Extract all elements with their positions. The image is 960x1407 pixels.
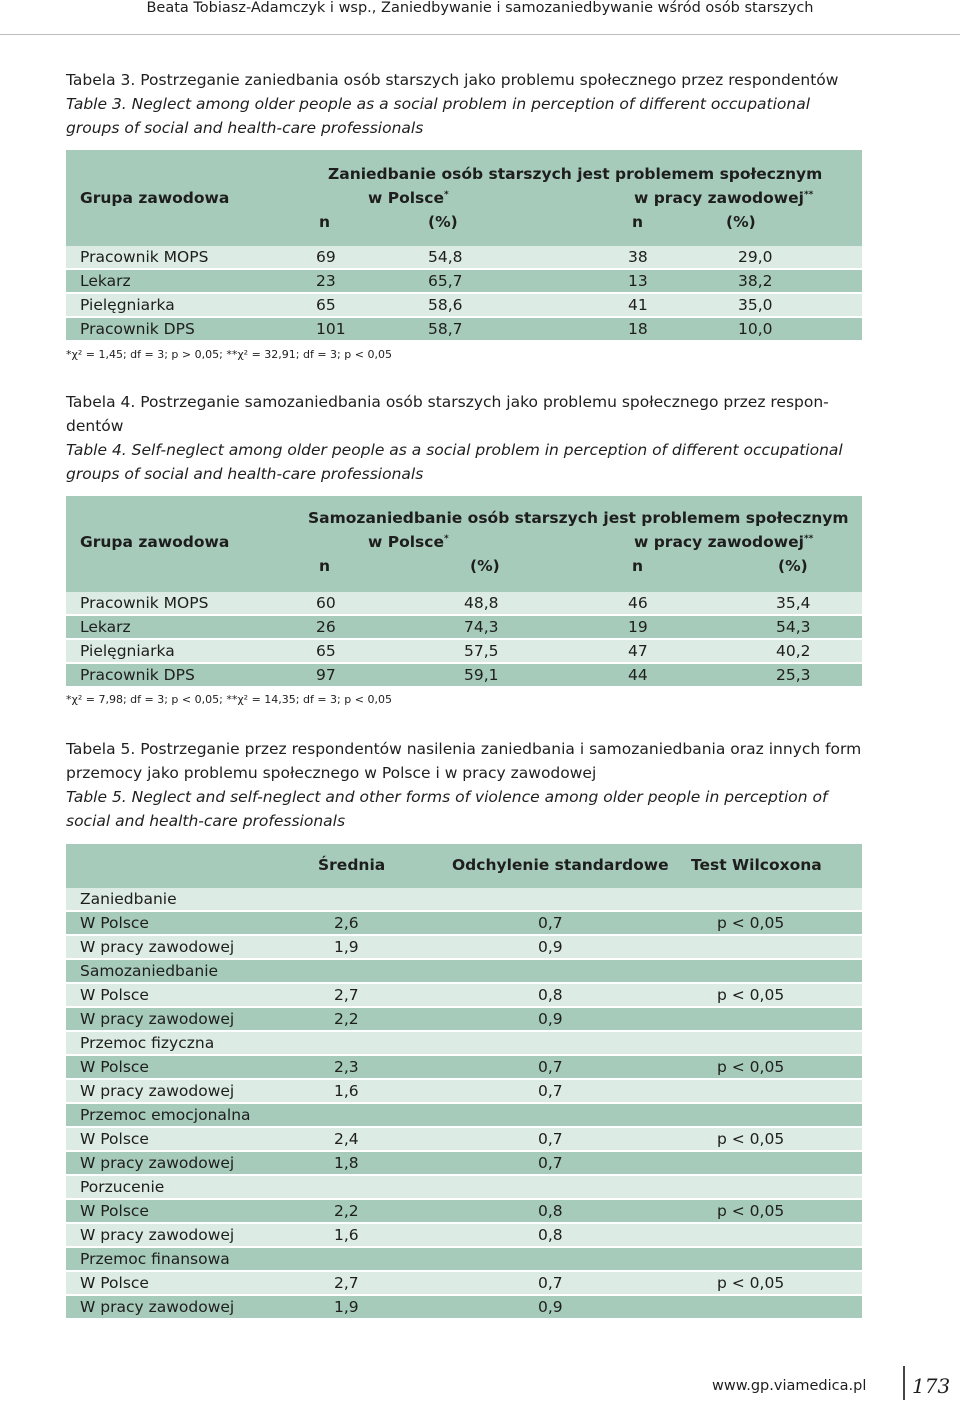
- table5-section-row: [66, 1104, 862, 1126]
- table4-p1: 59,1: [464, 666, 499, 684]
- table5-section-title: Samozaniedbanie: [80, 962, 219, 980]
- table5-mean: 2,6: [334, 914, 359, 932]
- table4-note: *χ² = 7,98; df = 3; p < 0,05; **χ² = 14,35; df = 3; p < 0,05: [66, 693, 392, 706]
- table5-row-label: W Polsce: [80, 1130, 149, 1148]
- table-row: [66, 1128, 862, 1150]
- table-row: [66, 1272, 862, 1294]
- table5-test: p < 0,05: [717, 914, 785, 932]
- table3-caption-pl: Postrzeganie zaniedbania osób starszych jako problemu społecznego przez respondentów: [135, 71, 839, 89]
- table-row: [66, 984, 862, 1006]
- table-row: [66, 1296, 862, 1318]
- table-row: [66, 936, 862, 958]
- table5-head-mean: Średnia: [318, 856, 386, 874]
- table3-p1: 58,7: [428, 320, 463, 338]
- table5-caption-en: Neglect and self-neglect and other forms of violence among older people in perception of social and health-care professionals: [66, 788, 828, 830]
- table3-head-poland-mark: *: [443, 189, 449, 200]
- table5-section-title: Zaniedbanie: [80, 890, 177, 908]
- table3-head-poland: w Polsce*: [368, 189, 449, 207]
- table5-sd: 0,9: [538, 1298, 563, 1316]
- table5-test: p < 0,05: [717, 986, 785, 1004]
- table3-head-work-mark: **: [803, 189, 814, 200]
- table4-group: Pracownik MOPS: [80, 594, 209, 612]
- table3-group: Pracownik MOPS: [80, 248, 209, 266]
- table-row: [66, 1080, 862, 1102]
- table4-head-n1: n: [319, 557, 331, 575]
- table5-mean: 1,9: [334, 1298, 359, 1316]
- table5-row-label: W pracy zawodowej: [80, 1298, 235, 1316]
- table-row: [66, 318, 862, 340]
- table4-head-work-mark: **: [803, 533, 814, 544]
- table-row: [66, 664, 862, 686]
- table4-caption-pl-label: Tabela 4.: [66, 393, 136, 411]
- table3-group: Lekarz: [80, 272, 131, 290]
- table3-group: Pracownik DPS: [80, 320, 195, 338]
- table3-p2: 38,2: [738, 272, 773, 290]
- table5-mean: 2,7: [334, 1274, 359, 1292]
- table4-caption-pl: Postrzeganie samozaniedbania osób starszych jako problemu społecznego przez respon-dentów: [66, 393, 829, 435]
- table5-sd: 0,8: [538, 986, 563, 1004]
- table4-n2: 19: [628, 618, 648, 636]
- running-head: [0, 0, 960, 35]
- table-row: [66, 294, 862, 316]
- table3-head-main: Zaniedbanie osób starszych jest problemem społecznym: [328, 165, 823, 183]
- table3-caption-en-label: Table 3.: [66, 95, 127, 113]
- table4-head-work: w pracy zawodowej**: [634, 533, 814, 551]
- table-row: [66, 640, 862, 662]
- table4-caption-en-label: Table 4.: [66, 441, 127, 459]
- table4-group: Pielęgniarka: [80, 642, 175, 660]
- table5-row-label: W pracy zawodowej: [80, 1082, 235, 1100]
- table5-row-label: W Polsce: [80, 1274, 149, 1292]
- table5-sd: 0,7: [538, 1130, 563, 1148]
- table4-caption-en: Self-neglect among older people as a social problem in perception of different occupational groups of social and health-care professionals: [66, 441, 843, 483]
- table3-n2: 18: [628, 320, 648, 338]
- footer-url: www.gp.viamedica.pl: [712, 1378, 867, 1394]
- table5-row-label: W Polsce: [80, 1202, 149, 1220]
- table5-test: p < 0,05: [717, 1202, 785, 1220]
- table5-section-row: [66, 888, 862, 910]
- footer-divider: [903, 1366, 905, 1400]
- page-number: 173: [912, 1374, 951, 1398]
- table5-test: p < 0,05: [717, 1274, 785, 1292]
- table3-head-work: w pracy zawodowej**: [634, 189, 814, 207]
- table3-head-pct1: (%): [428, 213, 458, 231]
- running-head-separator: ,: [371, 0, 382, 16]
- table4-head-main: Samozaniedbanie osób starszych jest problemem społecznym: [308, 509, 849, 527]
- table5-mean: 1,6: [334, 1226, 359, 1244]
- table5-sd: 0,7: [538, 1082, 563, 1100]
- table3-n1: 65: [316, 296, 336, 314]
- table5-section-title: Przemoc finansowa: [80, 1250, 230, 1268]
- table4-head-pct2: (%): [778, 557, 808, 575]
- table3-p2: 29,0: [738, 248, 773, 266]
- table-row: [66, 270, 862, 292]
- table5-mean: 2,4: [334, 1130, 359, 1148]
- table5-caption-pl: Postrzeganie przez respondentów nasilenia zaniedbania i samozaniedbania oraz innych form przemocy jako problemu społecznego w Polsce i w pracy zawodowej: [66, 740, 862, 782]
- table5-caption: [66, 737, 866, 833]
- table3-p2: 10,0: [738, 320, 773, 338]
- table3-n2: 13: [628, 272, 648, 290]
- table4-group: Lekarz: [80, 618, 131, 636]
- table-row: [66, 1152, 862, 1174]
- table4-p1: 74,3: [464, 618, 499, 636]
- table5-section-row: [66, 1032, 862, 1054]
- table3-caption-pl-label: Tabela 3.: [66, 71, 136, 89]
- table4-head-poland-mark: *: [443, 533, 449, 544]
- table3-caption: [66, 68, 866, 140]
- table4-group: Pracownik DPS: [80, 666, 195, 684]
- table4-p2: 40,2: [776, 642, 811, 660]
- table5-sd: 0,9: [538, 1010, 563, 1028]
- table-row: [66, 1056, 862, 1078]
- table-row: [66, 1200, 862, 1222]
- table5-row-label: W pracy zawodowej: [80, 1226, 235, 1244]
- table4-p2: 25,3: [776, 666, 811, 684]
- table5-sd: 0,8: [538, 1202, 563, 1220]
- table5-section-title: Przemoc emocjonalna: [80, 1106, 251, 1124]
- table3-head-pct2: (%): [726, 213, 756, 231]
- table3-head-n2: n: [632, 213, 644, 231]
- table4-head-n2: n: [632, 557, 644, 575]
- table3-p1: 54,8: [428, 248, 463, 266]
- table5-sd: 0,7: [538, 1058, 563, 1076]
- table3-n1: 69: [316, 248, 336, 266]
- table4-head-poland: w Polsce*: [368, 533, 449, 551]
- table3-head-group: Grupa zawodowa: [80, 189, 230, 207]
- table4-head-pct1: (%): [470, 557, 500, 575]
- table4-p1: 57,5: [464, 642, 499, 660]
- table-row: [66, 1224, 862, 1246]
- table3-head-n1: n: [319, 213, 331, 231]
- table4-n1: 97: [316, 666, 336, 684]
- table4-n1: 65: [316, 642, 336, 660]
- table5-row-label: W Polsce: [80, 1058, 149, 1076]
- table5-mean: 1,8: [334, 1154, 359, 1172]
- table5-mean: 1,9: [334, 938, 359, 956]
- table3-note: *χ² = 1,45; df = 3; p > 0,05; **χ² = 32,91; df = 3; p < 0,05: [66, 348, 392, 361]
- table4-n1: 60: [316, 594, 336, 612]
- table5-mean: 2,7: [334, 986, 359, 1004]
- table3-caption-en: Neglect among older people as a social problem in perception of different occupational groups of social and health-care professionals: [66, 95, 811, 137]
- table4-p2: 54,3: [776, 618, 811, 636]
- table3-n1: 23: [316, 272, 336, 290]
- table3-p2: 35,0: [738, 296, 773, 314]
- table5-sd: 0,8: [538, 1226, 563, 1244]
- table5-sd: 0,7: [538, 1274, 563, 1292]
- table3-p1: 65,7: [428, 272, 463, 290]
- table4-n2: 47: [628, 642, 648, 660]
- table-row: [66, 592, 862, 614]
- table3-n1: 101: [316, 320, 346, 338]
- table4-head-group: Grupa zawodowa: [80, 533, 230, 551]
- table5-sd: 0,7: [538, 914, 563, 932]
- table5-row-label: W Polsce: [80, 986, 149, 1004]
- table5-head-sd: Odchylenie standardowe: [452, 856, 669, 874]
- table5-mean: 2,2: [334, 1202, 359, 1220]
- table5-head-test: Test Wilcoxona: [691, 856, 822, 874]
- table5-row-label: W pracy zawodowej: [80, 1010, 235, 1028]
- table5-sd: 0,7: [538, 1154, 563, 1172]
- table5-row-label: W pracy zawodowej: [80, 938, 235, 956]
- table4-p2: 35,4: [776, 594, 811, 612]
- table4-n2: 46: [628, 594, 648, 612]
- table4-n1: 26: [316, 618, 336, 636]
- running-head-authors: Beata Tobiasz-Adamczyk i wsp.: [146, 0, 372, 16]
- table4-p1: 48,8: [464, 594, 499, 612]
- table-row: [66, 246, 862, 268]
- table5-row-label: W pracy zawodowej: [80, 1154, 235, 1172]
- table5-section-row: [66, 960, 862, 982]
- table5-caption-pl-label: Tabela 5.: [66, 740, 136, 758]
- table5-mean: 1,6: [334, 1082, 359, 1100]
- table3-group: Pielęgniarka: [80, 296, 175, 314]
- table4-n2: 44: [628, 666, 648, 684]
- table-row: [66, 912, 862, 934]
- table5-caption-en-label: Table 5.: [66, 788, 127, 806]
- table5-section-title: Porzucenie: [80, 1178, 165, 1196]
- table-row: [66, 1008, 862, 1030]
- table3-n2: 38: [628, 248, 648, 266]
- running-head-title: Zaniedbywanie i samozaniedbywanie wśród osób starszych: [381, 0, 814, 16]
- table3-n2: 41: [628, 296, 648, 314]
- table3-p1: 58,6: [428, 296, 463, 314]
- table5-mean: 2,2: [334, 1010, 359, 1028]
- table-row: [66, 616, 862, 638]
- table5-section-row: [66, 1248, 862, 1270]
- table5-mean: 2,3: [334, 1058, 359, 1076]
- table5-sd: 0,9: [538, 938, 563, 956]
- table4-caption: [66, 390, 866, 486]
- table5-test: p < 0,05: [717, 1058, 785, 1076]
- table5-test: p < 0,05: [717, 1130, 785, 1148]
- table5-section-row: [66, 1176, 862, 1198]
- table5-row-label: W Polsce: [80, 914, 149, 932]
- table5-section-title: Przemoc fizyczna: [80, 1034, 215, 1052]
